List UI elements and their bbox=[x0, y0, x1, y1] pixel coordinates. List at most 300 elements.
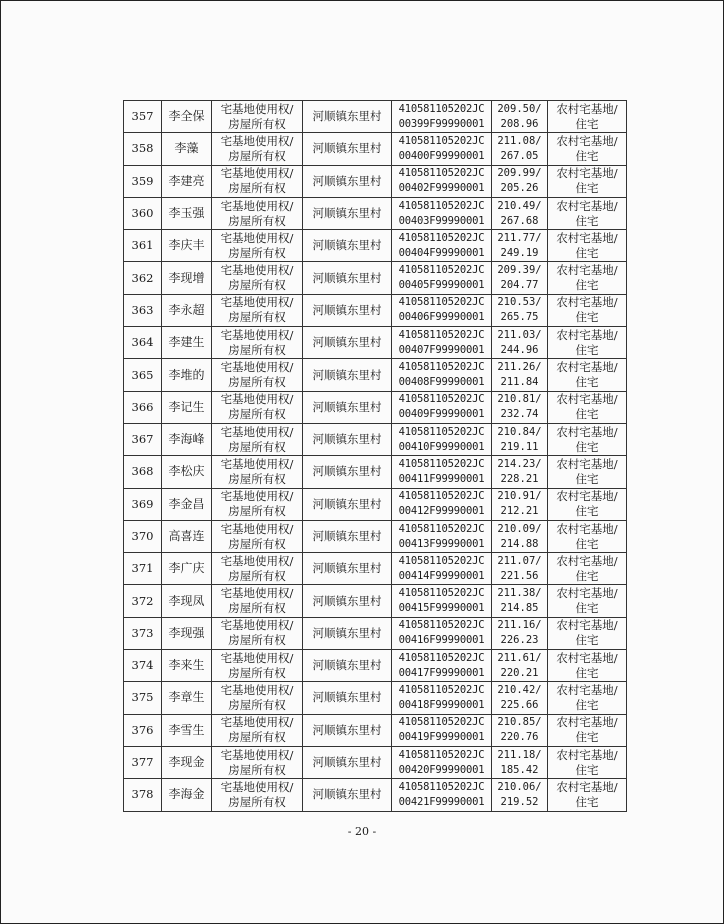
area-cell bbox=[492, 230, 548, 262]
right-type-cell bbox=[212, 294, 303, 326]
land-use-line: 住宅 bbox=[575, 697, 599, 712]
land-use-line: 住宅 bbox=[575, 278, 599, 293]
parcel-code-line: 00414F99990001 bbox=[398, 569, 485, 582]
parcel-code-line: 00404F99990001 bbox=[398, 246, 485, 259]
area-line: 210.42/ bbox=[497, 683, 542, 696]
owner-name-cell: 李玉强 bbox=[162, 197, 212, 229]
right-type-line: 房屋所有权 bbox=[228, 536, 286, 551]
location-cell: 河顺镇东里村 bbox=[303, 520, 392, 552]
table-row bbox=[124, 230, 627, 262]
land-use-cell bbox=[548, 456, 627, 488]
parcel-code-line: 00408F99990001 bbox=[398, 376, 485, 389]
land-use-line: 住宅 bbox=[575, 730, 599, 745]
table-row bbox=[124, 294, 627, 326]
land-use-cell bbox=[548, 488, 627, 520]
table-row bbox=[124, 262, 627, 294]
land-use-cell bbox=[548, 391, 627, 423]
area-line: 211.03/ bbox=[497, 328, 542, 341]
area-line: 204.77 bbox=[500, 279, 539, 292]
area-line: 219.11 bbox=[500, 440, 539, 453]
parcel-code-line: 00417F99990001 bbox=[398, 666, 485, 679]
seq-cell: 363 bbox=[124, 294, 162, 326]
table-row bbox=[124, 714, 627, 746]
area-line: 211.07/ bbox=[497, 554, 542, 567]
parcel-code-cell bbox=[392, 165, 492, 197]
table-row bbox=[124, 391, 627, 423]
seq-cell: 362 bbox=[124, 262, 162, 294]
land-use-cell bbox=[548, 714, 627, 746]
area-line: 214.85 bbox=[500, 602, 539, 615]
parcel-code-line: 410581105202JC bbox=[398, 522, 485, 535]
area-cell bbox=[492, 779, 548, 811]
right-type-line: 宅基地使用权/ bbox=[220, 360, 294, 375]
table-row bbox=[124, 553, 627, 585]
right-type-line: 宅基地使用权/ bbox=[220, 424, 294, 439]
area-cell bbox=[492, 391, 548, 423]
land-use-line: 农村宅基地/ bbox=[556, 133, 618, 148]
seq-cell: 372 bbox=[124, 585, 162, 617]
area-cell bbox=[492, 488, 548, 520]
seq-cell: 370 bbox=[124, 520, 162, 552]
table-row bbox=[124, 650, 627, 682]
right-type-line: 宅基地使用权/ bbox=[220, 489, 294, 504]
parcel-code-cell bbox=[392, 133, 492, 165]
page-number: - 20 - bbox=[347, 825, 377, 838]
owner-name-cell: 李章生 bbox=[162, 682, 212, 714]
right-type-line: 宅基地使用权/ bbox=[220, 101, 294, 116]
land-use-line: 住宅 bbox=[575, 342, 599, 357]
right-type-cell bbox=[212, 617, 303, 649]
land-use-line: 住宅 bbox=[575, 375, 599, 390]
table-row bbox=[124, 682, 627, 714]
land-use-line: 农村宅基地/ bbox=[556, 586, 618, 601]
parcel-code-line: 00407F99990001 bbox=[398, 343, 485, 356]
seq-cell: 366 bbox=[124, 391, 162, 423]
parcel-code-line: 410581105202JC bbox=[398, 361, 485, 374]
parcel-code-line: 410581105202JC bbox=[398, 102, 485, 115]
parcel-code-line: 410581105202JC bbox=[398, 716, 485, 729]
seq-cell: 375 bbox=[124, 682, 162, 714]
owner-name-cell: 李来生 bbox=[162, 650, 212, 682]
parcel-code-line: 00412F99990001 bbox=[398, 505, 485, 518]
location-cell: 河顺镇东里村 bbox=[303, 553, 392, 585]
right-type-cell bbox=[212, 165, 303, 197]
location-cell: 河顺镇东里村 bbox=[303, 327, 392, 359]
location-cell: 河顺镇东里村 bbox=[303, 650, 392, 682]
land-use-line: 农村宅基地/ bbox=[556, 424, 618, 439]
land-use-line: 农村宅基地/ bbox=[556, 779, 618, 794]
area-line: 208.96 bbox=[500, 117, 539, 130]
right-type-cell bbox=[212, 359, 303, 391]
right-type-line: 房屋所有权 bbox=[228, 245, 286, 260]
owner-name-cell: 李建亮 bbox=[162, 165, 212, 197]
location-cell: 河顺镇东里村 bbox=[303, 746, 392, 778]
parcel-code-line: 410581105202JC bbox=[398, 490, 485, 503]
land-use-cell bbox=[548, 746, 627, 778]
area-cell bbox=[492, 456, 548, 488]
area-line: 210.09/ bbox=[497, 522, 542, 535]
parcel-code-line: 410581105202JC bbox=[398, 134, 485, 147]
area-line: 211.26/ bbox=[497, 361, 542, 374]
area-line: 210.49/ bbox=[497, 199, 542, 212]
parcel-code-line: 00409F99990001 bbox=[398, 408, 485, 421]
right-type-line: 房屋所有权 bbox=[228, 439, 286, 454]
land-use-line: 农村宅基地/ bbox=[556, 198, 618, 213]
right-type-line: 宅基地使用权/ bbox=[220, 618, 294, 633]
land-use-cell bbox=[548, 650, 627, 682]
land-use-line: 住宅 bbox=[575, 665, 599, 680]
parcel-code-line: 00419F99990001 bbox=[398, 731, 485, 744]
land-use-line: 农村宅基地/ bbox=[556, 489, 618, 504]
parcel-code-cell bbox=[392, 746, 492, 778]
area-line: 214.23/ bbox=[497, 457, 542, 470]
right-type-cell bbox=[212, 650, 303, 682]
parcel-code-cell bbox=[392, 101, 492, 133]
parcel-code-cell bbox=[392, 230, 492, 262]
land-use-cell bbox=[548, 294, 627, 326]
area-line: 265.75 bbox=[500, 311, 539, 324]
parcel-code-cell bbox=[392, 779, 492, 811]
area-cell bbox=[492, 359, 548, 391]
parcel-code-line: 00421F99990001 bbox=[398, 795, 485, 808]
right-type-line: 宅基地使用权/ bbox=[220, 586, 294, 601]
parcel-code-line: 410581105202JC bbox=[398, 748, 485, 761]
right-type-line: 宅基地使用权/ bbox=[220, 779, 294, 794]
parcel-code-cell bbox=[392, 520, 492, 552]
location-cell: 河顺镇东里村 bbox=[303, 682, 392, 714]
owner-name-cell: 李庆丰 bbox=[162, 230, 212, 262]
parcel-code-line: 410581105202JC bbox=[398, 683, 485, 696]
land-use-line: 住宅 bbox=[575, 601, 599, 616]
area-line: 211.61/ bbox=[497, 651, 542, 664]
area-line: 226.23 bbox=[500, 634, 539, 647]
parcel-code-cell bbox=[392, 488, 492, 520]
parcel-code-line: 410581105202JC bbox=[398, 457, 485, 470]
land-use-line: 住宅 bbox=[575, 794, 599, 809]
right-type-cell bbox=[212, 230, 303, 262]
seq-cell: 377 bbox=[124, 746, 162, 778]
right-type-line: 房屋所有权 bbox=[228, 342, 286, 357]
table-row bbox=[124, 520, 627, 552]
parcel-code-line: 00418F99990001 bbox=[398, 698, 485, 711]
area-line: 225.66 bbox=[500, 698, 539, 711]
land-use-line: 住宅 bbox=[575, 407, 599, 422]
right-type-cell bbox=[212, 746, 303, 778]
area-line: 219.52 bbox=[500, 795, 539, 808]
parcel-code-cell bbox=[392, 682, 492, 714]
area-cell bbox=[492, 585, 548, 617]
land-use-cell bbox=[548, 779, 627, 811]
area-line: 214.88 bbox=[500, 537, 539, 550]
table-row bbox=[124, 779, 627, 811]
owner-name-cell: 李现金 bbox=[162, 746, 212, 778]
area-cell bbox=[492, 423, 548, 455]
land-use-line: 农村宅基地/ bbox=[556, 360, 618, 375]
area-line: 211.38/ bbox=[497, 587, 542, 600]
seq-cell: 374 bbox=[124, 650, 162, 682]
land-use-line: 住宅 bbox=[575, 181, 599, 196]
right-type-cell bbox=[212, 779, 303, 811]
location-cell: 河顺镇东里村 bbox=[303, 359, 392, 391]
parcel-code-line: 00405F99990001 bbox=[398, 279, 485, 292]
right-type-line: 房屋所有权 bbox=[228, 375, 286, 390]
area-cell bbox=[492, 714, 548, 746]
seq-cell: 371 bbox=[124, 553, 162, 585]
right-type-line: 宅基地使用权/ bbox=[220, 715, 294, 730]
parcel-code-line: 00411F99990001 bbox=[398, 472, 485, 485]
seq-cell: 373 bbox=[124, 617, 162, 649]
right-type-line: 宅基地使用权/ bbox=[220, 392, 294, 407]
area-line: 244.96 bbox=[500, 343, 539, 356]
parcel-code-line: 410581105202JC bbox=[398, 393, 485, 406]
location-cell: 河顺镇东里村 bbox=[303, 133, 392, 165]
parcel-code-line: 00416F99990001 bbox=[398, 634, 485, 647]
location-cell: 河顺镇东里村 bbox=[303, 714, 392, 746]
right-type-line: 房屋所有权 bbox=[228, 633, 286, 648]
location-cell: 河顺镇东里村 bbox=[303, 230, 392, 262]
seq-cell: 364 bbox=[124, 327, 162, 359]
parcel-code-line: 410581105202JC bbox=[398, 651, 485, 664]
owner-name-cell: 李永超 bbox=[162, 294, 212, 326]
parcel-code-line: 410581105202JC bbox=[398, 167, 485, 180]
table-row bbox=[124, 165, 627, 197]
table-row bbox=[124, 585, 627, 617]
table-row bbox=[124, 359, 627, 391]
table-row bbox=[124, 488, 627, 520]
area-line: 211.18/ bbox=[497, 748, 542, 761]
right-type-line: 房屋所有权 bbox=[228, 407, 286, 422]
area-cell bbox=[492, 294, 548, 326]
parcel-code-line: 00406F99990001 bbox=[398, 311, 485, 324]
area-line: 209.39/ bbox=[497, 264, 542, 277]
parcel-code-line: 00420F99990001 bbox=[398, 763, 485, 776]
parcel-code-cell bbox=[392, 262, 492, 294]
right-type-line: 房屋所有权 bbox=[228, 504, 286, 519]
land-use-line: 住宅 bbox=[575, 116, 599, 131]
land-use-line: 住宅 bbox=[575, 504, 599, 519]
land-use-line: 农村宅基地/ bbox=[556, 101, 618, 116]
land-use-cell bbox=[548, 327, 627, 359]
owner-name-cell: 李海金 bbox=[162, 779, 212, 811]
right-type-line: 房屋所有权 bbox=[228, 310, 286, 325]
land-use-line: 住宅 bbox=[575, 148, 599, 163]
area-cell bbox=[492, 262, 548, 294]
parcel-code-line: 00403F99990001 bbox=[398, 214, 485, 227]
parcel-code-line: 00399F99990001 bbox=[398, 117, 485, 130]
table-row bbox=[124, 746, 627, 778]
right-type-line: 宅基地使用权/ bbox=[220, 521, 294, 536]
owner-name-cell: 李金昌 bbox=[162, 488, 212, 520]
parcel-code-cell bbox=[392, 585, 492, 617]
right-type-cell bbox=[212, 456, 303, 488]
owner-name-cell: 李建生 bbox=[162, 327, 212, 359]
area-line: 267.05 bbox=[500, 149, 539, 162]
area-line: 212.21 bbox=[500, 505, 539, 518]
right-type-line: 房屋所有权 bbox=[228, 568, 286, 583]
seq-cell: 360 bbox=[124, 197, 162, 229]
land-use-line: 住宅 bbox=[575, 762, 599, 777]
owner-name-cell: 李藻 bbox=[162, 133, 212, 165]
land-use-cell bbox=[548, 165, 627, 197]
seq-cell: 368 bbox=[124, 456, 162, 488]
location-cell: 河顺镇东里村 bbox=[303, 101, 392, 133]
right-type-line: 房屋所有权 bbox=[228, 601, 286, 616]
right-type-cell bbox=[212, 682, 303, 714]
seq-cell: 359 bbox=[124, 165, 162, 197]
parcel-code-cell bbox=[392, 617, 492, 649]
parcel-code-cell bbox=[392, 294, 492, 326]
parcel-code-cell bbox=[392, 359, 492, 391]
location-cell: 河顺镇东里村 bbox=[303, 779, 392, 811]
area-cell bbox=[492, 650, 548, 682]
area-cell bbox=[492, 165, 548, 197]
land-use-line: 农村宅基地/ bbox=[556, 230, 618, 245]
right-type-line: 房屋所有权 bbox=[228, 213, 286, 228]
right-type-line: 宅基地使用权/ bbox=[220, 553, 294, 568]
seq-cell: 357 bbox=[124, 101, 162, 133]
land-use-cell bbox=[548, 230, 627, 262]
area-line: 267.68 bbox=[500, 214, 539, 227]
parcel-code-line: 410581105202JC bbox=[398, 554, 485, 567]
right-type-line: 房屋所有权 bbox=[228, 471, 286, 486]
location-cell: 河顺镇东里村 bbox=[303, 391, 392, 423]
owner-name-cell: 李现强 bbox=[162, 617, 212, 649]
land-use-line: 农村宅基地/ bbox=[556, 553, 618, 568]
area-line: 221.56 bbox=[500, 569, 539, 582]
right-type-cell bbox=[212, 423, 303, 455]
parcel-code-line: 410581105202JC bbox=[398, 328, 485, 341]
land-use-line: 住宅 bbox=[575, 439, 599, 454]
parcel-code-line: 410581105202JC bbox=[398, 780, 485, 793]
parcel-code-line: 410581105202JC bbox=[398, 199, 485, 212]
land-use-line: 农村宅基地/ bbox=[556, 682, 618, 697]
right-type-cell bbox=[212, 133, 303, 165]
land-use-line: 住宅 bbox=[575, 310, 599, 325]
land-use-line: 农村宅基地/ bbox=[556, 650, 618, 665]
land-use-line: 农村宅基地/ bbox=[556, 456, 618, 471]
right-type-line: 房屋所有权 bbox=[228, 762, 286, 777]
parcel-code-cell bbox=[392, 553, 492, 585]
parcel-code-line: 410581105202JC bbox=[398, 231, 485, 244]
area-line: 210.06/ bbox=[497, 780, 542, 793]
owner-name-cell: 李松庆 bbox=[162, 456, 212, 488]
right-type-line: 宅基地使用权/ bbox=[220, 456, 294, 471]
area-line: 210.91/ bbox=[497, 490, 542, 503]
owner-name-cell: 李现增 bbox=[162, 262, 212, 294]
land-use-line: 住宅 bbox=[575, 213, 599, 228]
table-row bbox=[124, 133, 627, 165]
area-line: 210.84/ bbox=[497, 425, 542, 438]
parcel-code-line: 00410F99990001 bbox=[398, 440, 485, 453]
right-type-line: 宅基地使用权/ bbox=[220, 747, 294, 762]
seq-cell: 376 bbox=[124, 714, 162, 746]
right-type-cell bbox=[212, 520, 303, 552]
area-line: 232.74 bbox=[500, 408, 539, 421]
seq-cell: 358 bbox=[124, 133, 162, 165]
right-type-line: 宅基地使用权/ bbox=[220, 133, 294, 148]
area-line: 220.21 bbox=[500, 666, 539, 679]
area-line: 209.50/ bbox=[497, 102, 542, 115]
area-line: 211.16/ bbox=[497, 619, 542, 632]
parcel-code-cell bbox=[392, 197, 492, 229]
location-cell: 河顺镇东里村 bbox=[303, 456, 392, 488]
land-use-line: 农村宅基地/ bbox=[556, 166, 618, 181]
land-use-line: 农村宅基地/ bbox=[556, 715, 618, 730]
right-type-line: 房屋所有权 bbox=[228, 794, 286, 809]
right-type-line: 宅基地使用权/ bbox=[220, 682, 294, 697]
land-use-cell bbox=[548, 101, 627, 133]
land-use-cell bbox=[548, 423, 627, 455]
land-use-line: 农村宅基地/ bbox=[556, 521, 618, 536]
owner-name-cell: 高喜连 bbox=[162, 520, 212, 552]
parcel-code-cell bbox=[392, 327, 492, 359]
area-line: 205.26 bbox=[500, 182, 539, 195]
land-use-line: 住宅 bbox=[575, 568, 599, 583]
area-line: 210.53/ bbox=[497, 296, 542, 309]
right-type-cell bbox=[212, 714, 303, 746]
table-row bbox=[124, 101, 627, 133]
right-type-cell bbox=[212, 101, 303, 133]
location-cell: 河顺镇东里村 bbox=[303, 197, 392, 229]
land-use-line: 住宅 bbox=[575, 245, 599, 260]
area-cell bbox=[492, 682, 548, 714]
parcel-code-cell bbox=[392, 391, 492, 423]
area-line: 210.85/ bbox=[497, 716, 542, 729]
land-use-line: 农村宅基地/ bbox=[556, 618, 618, 633]
area-cell bbox=[492, 133, 548, 165]
right-type-line: 房屋所有权 bbox=[228, 665, 286, 680]
parcel-code-line: 00415F99990001 bbox=[398, 602, 485, 615]
location-cell: 河顺镇东里村 bbox=[303, 585, 392, 617]
seq-cell: 361 bbox=[124, 230, 162, 262]
location-cell: 河顺镇东里村 bbox=[303, 262, 392, 294]
land-use-cell bbox=[548, 520, 627, 552]
location-cell: 河顺镇东里村 bbox=[303, 165, 392, 197]
owner-name-cell: 李雪生 bbox=[162, 714, 212, 746]
parcel-code-cell bbox=[392, 714, 492, 746]
parcel-code-line: 410581105202JC bbox=[398, 587, 485, 600]
right-type-line: 房屋所有权 bbox=[228, 148, 286, 163]
seq-cell: 369 bbox=[124, 488, 162, 520]
right-type-cell bbox=[212, 391, 303, 423]
right-type-line: 房屋所有权 bbox=[228, 181, 286, 196]
area-cell bbox=[492, 327, 548, 359]
land-use-cell bbox=[548, 133, 627, 165]
area-cell bbox=[492, 197, 548, 229]
land-use-cell bbox=[548, 585, 627, 617]
table-row bbox=[124, 617, 627, 649]
land-use-line: 农村宅基地/ bbox=[556, 392, 618, 407]
seq-cell: 378 bbox=[124, 779, 162, 811]
parcel-code-cell bbox=[392, 456, 492, 488]
right-type-cell bbox=[212, 327, 303, 359]
parcel-code-line: 410581105202JC bbox=[398, 619, 485, 632]
area-line: 185.42 bbox=[500, 763, 539, 776]
right-type-line: 宅基地使用权/ bbox=[220, 198, 294, 213]
right-type-cell bbox=[212, 262, 303, 294]
area-line: 249.19 bbox=[500, 246, 539, 259]
area-line: 209.99/ bbox=[497, 167, 542, 180]
parcel-code-line: 00400F99990001 bbox=[398, 149, 485, 162]
land-use-cell bbox=[548, 197, 627, 229]
area-line: 220.76 bbox=[500, 731, 539, 744]
right-type-cell bbox=[212, 488, 303, 520]
owner-name-cell: 李记生 bbox=[162, 391, 212, 423]
right-type-line: 宅基地使用权/ bbox=[220, 166, 294, 181]
location-cell: 河顺镇东里村 bbox=[303, 617, 392, 649]
seq-cell: 365 bbox=[124, 359, 162, 391]
right-type-line: 宅基地使用权/ bbox=[220, 230, 294, 245]
